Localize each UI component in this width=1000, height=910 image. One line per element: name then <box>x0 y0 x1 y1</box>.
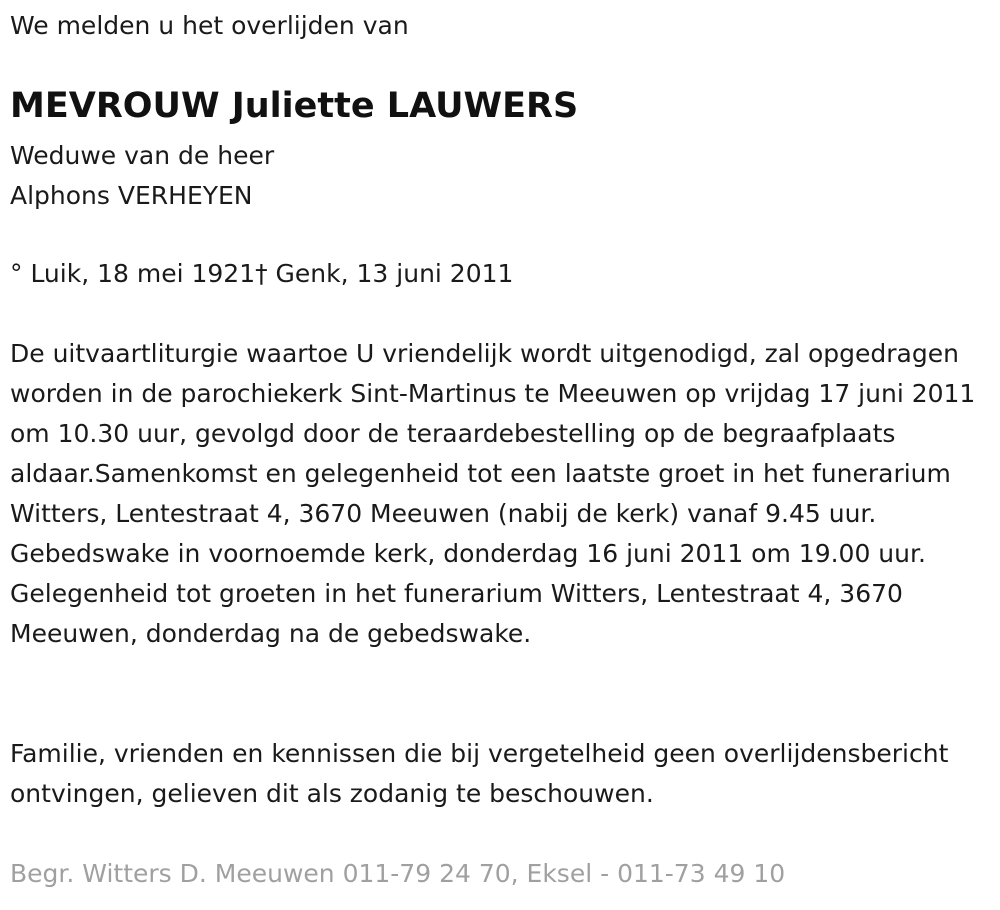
funeral-home-footer: Begr. Witters D. Meeuwen 011-79 24 70, Eksel - 011-73 49 10 <box>10 859 786 888</box>
closing-paragraph: Familie, vrienden en kennissen die bij vergetelheid geen overlijdensbericht ontvingen, gelieven dit als zodanig te beschouwen. <box>10 739 949 808</box>
birth-death-dates: ° Luik, 18 mei 1921† Genk, 13 juni 2011 <box>10 259 514 288</box>
funeral-details <box>10 334 990 654</box>
wake-paragraph: Gebedswake in voornoemde kerk, donderdag 16 juni 2011 om 19.00 uur. <box>10 539 926 568</box>
widow-line-2: Alphons VERHEYEN <box>10 181 253 210</box>
funeral-paragraph: De uitvaartliturgie waartoe U vriendelijk wordt uitgenodigd, zal opgedragen worden in de parochiekerk Sint-Martinus te Meeuwen op vrijdag 17 juni 2011 om 10.30 uur, gevolgd door de teraardebestelling op de begraafplaats aldaar.Samenkomst en gelegenheid tot een laatste groet in het funerarium Witters, Lentestraat 4, 3670 Meeuwen (nabij de kerk) vanaf 9.45 uur. <box>10 339 976 528</box>
greeting-paragraph: Gelegenheid tot groeten in het funerarium Witters, Lentestraat 4, 3670 Meeuwen, donderdag na de gebedswake. <box>10 579 903 648</box>
deceased-name: MEVROUW Juliette LAUWERS <box>10 86 579 126</box>
widow-line-1: Weduwe van de heer <box>10 141 275 170</box>
intro-line: We melden u het overlijden van <box>10 11 409 40</box>
widow-block <box>10 136 274 216</box>
